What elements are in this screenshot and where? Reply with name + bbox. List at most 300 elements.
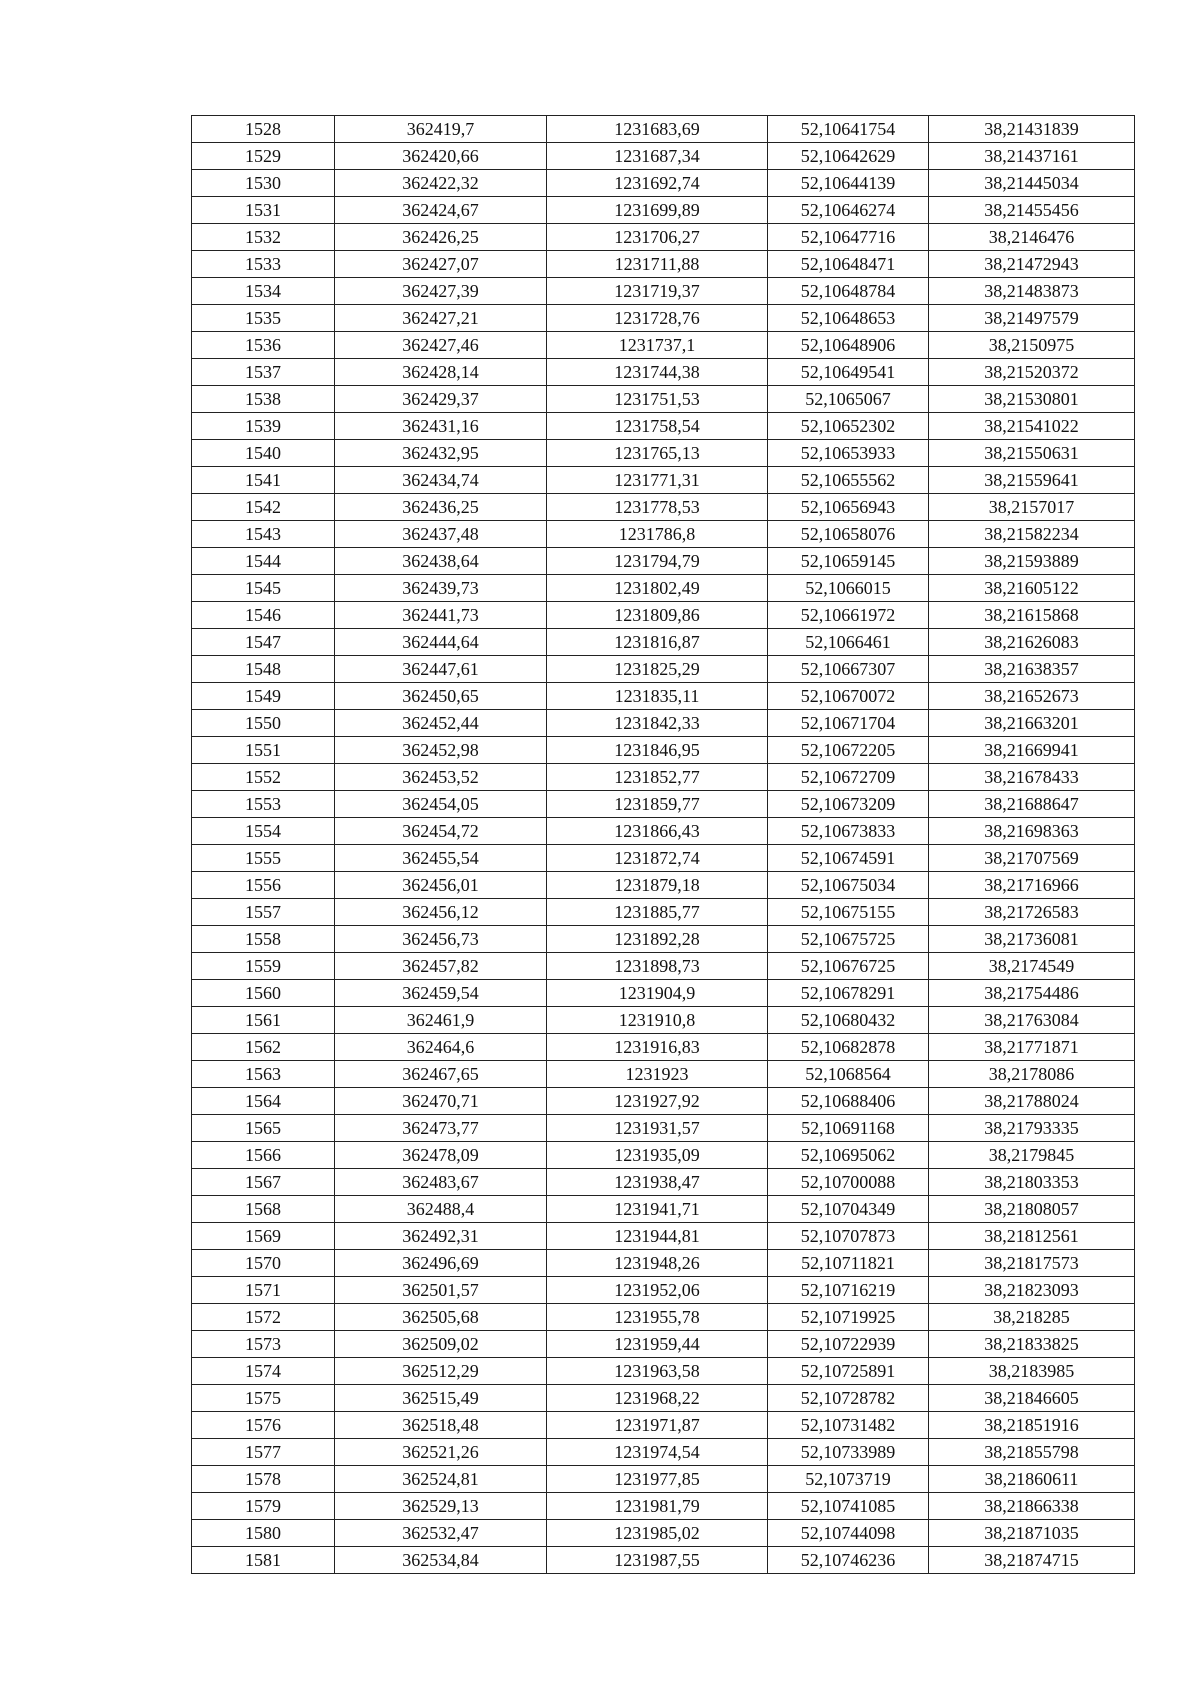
latitude-cell: 52,10676725 <box>768 953 929 980</box>
x-coordinate-cell: 362427,07 <box>335 251 547 278</box>
longitude-cell: 38,21707569 <box>929 845 1135 872</box>
y-coordinate-cell: 1231825,29 <box>547 656 768 683</box>
table-row <box>192 683 1135 710</box>
table-row <box>192 143 1135 170</box>
longitude-cell: 38,21698363 <box>929 818 1135 845</box>
x-coordinate-cell: 362456,12 <box>335 899 547 926</box>
table-row <box>192 332 1135 359</box>
point-number-cell: 1572 <box>192 1304 335 1331</box>
longitude-cell: 38,21550631 <box>929 440 1135 467</box>
point-number-cell: 1531 <box>192 197 335 224</box>
x-coordinate-cell: 362428,14 <box>335 359 547 386</box>
x-coordinate-cell: 362467,65 <box>335 1061 547 1088</box>
latitude-cell: 52,10656943 <box>768 494 929 521</box>
latitude-cell: 52,10644139 <box>768 170 929 197</box>
y-coordinate-cell: 1231816,87 <box>547 629 768 656</box>
table-row <box>192 656 1135 683</box>
y-coordinate-cell: 1231892,28 <box>547 926 768 953</box>
x-coordinate-cell: 362426,25 <box>335 224 547 251</box>
longitude-cell: 38,21817573 <box>929 1250 1135 1277</box>
table-row <box>192 1466 1135 1493</box>
table-row <box>192 1223 1135 1250</box>
table-row <box>192 1061 1135 1088</box>
point-number-cell: 1541 <box>192 467 335 494</box>
y-coordinate-cell: 1231974,54 <box>547 1439 768 1466</box>
table-row <box>192 737 1135 764</box>
y-coordinate-cell: 1231771,31 <box>547 467 768 494</box>
latitude-cell: 52,10704349 <box>768 1196 929 1223</box>
latitude-cell: 52,10673209 <box>768 791 929 818</box>
table-row <box>192 1493 1135 1520</box>
y-coordinate-cell: 1231683,69 <box>547 116 768 143</box>
longitude-cell: 38,21874715 <box>929 1547 1135 1574</box>
y-coordinate-cell: 1231898,73 <box>547 953 768 980</box>
table-row <box>192 899 1135 926</box>
table-row <box>192 1007 1135 1034</box>
point-number-cell: 1571 <box>192 1277 335 1304</box>
y-coordinate-cell: 1231687,34 <box>547 143 768 170</box>
longitude-cell: 38,21871035 <box>929 1520 1135 1547</box>
longitude-cell: 38,21559641 <box>929 467 1135 494</box>
longitude-cell: 38,21669941 <box>929 737 1135 764</box>
latitude-cell: 52,10682878 <box>768 1034 929 1061</box>
x-coordinate-cell: 362420,66 <box>335 143 547 170</box>
x-coordinate-cell: 362441,73 <box>335 602 547 629</box>
point-number-cell: 1570 <box>192 1250 335 1277</box>
x-coordinate-cell: 362521,26 <box>335 1439 547 1466</box>
latitude-cell: 52,10695062 <box>768 1142 929 1169</box>
y-coordinate-cell: 1231866,43 <box>547 818 768 845</box>
table-row <box>192 386 1135 413</box>
latitude-cell: 52,10719925 <box>768 1304 929 1331</box>
point-number-cell: 1536 <box>192 332 335 359</box>
latitude-cell: 52,1065067 <box>768 386 929 413</box>
x-coordinate-cell: 362419,7 <box>335 116 547 143</box>
latitude-cell: 52,10680432 <box>768 1007 929 1034</box>
point-number-cell: 1532 <box>192 224 335 251</box>
point-number-cell: 1568 <box>192 1196 335 1223</box>
latitude-cell: 52,10746236 <box>768 1547 929 1574</box>
longitude-cell: 38,21497579 <box>929 305 1135 332</box>
latitude-cell: 52,10652302 <box>768 413 929 440</box>
table-row <box>192 116 1135 143</box>
latitude-cell: 52,10648906 <box>768 332 929 359</box>
table-row <box>192 1277 1135 1304</box>
longitude-cell: 38,218285 <box>929 1304 1135 1331</box>
y-coordinate-cell: 1231879,18 <box>547 872 768 899</box>
x-coordinate-cell: 362454,72 <box>335 818 547 845</box>
longitude-cell: 38,21593889 <box>929 548 1135 575</box>
point-number-cell: 1558 <box>192 926 335 953</box>
longitude-cell: 38,21736081 <box>929 926 1135 953</box>
longitude-cell: 38,2146476 <box>929 224 1135 251</box>
table-row <box>192 251 1135 278</box>
latitude-cell: 52,10733989 <box>768 1439 929 1466</box>
point-number-cell: 1560 <box>192 980 335 1007</box>
x-coordinate-cell: 362524,81 <box>335 1466 547 1493</box>
latitude-cell: 52,10675725 <box>768 926 929 953</box>
point-number-cell: 1563 <box>192 1061 335 1088</box>
y-coordinate-cell: 1231852,77 <box>547 764 768 791</box>
x-coordinate-cell: 362461,9 <box>335 1007 547 1034</box>
point-number-cell: 1542 <box>192 494 335 521</box>
x-coordinate-cell: 362518,48 <box>335 1412 547 1439</box>
latitude-cell: 52,10711821 <box>768 1250 929 1277</box>
table-row <box>192 278 1135 305</box>
table-row <box>192 629 1135 656</box>
point-number-cell: 1545 <box>192 575 335 602</box>
y-coordinate-cell: 1231842,33 <box>547 710 768 737</box>
point-number-cell: 1539 <box>192 413 335 440</box>
point-number-cell: 1544 <box>192 548 335 575</box>
table-row <box>192 1196 1135 1223</box>
latitude-cell: 52,10728782 <box>768 1385 929 1412</box>
longitude-cell: 38,2174549 <box>929 953 1135 980</box>
x-coordinate-cell: 362492,31 <box>335 1223 547 1250</box>
table-row <box>192 1034 1135 1061</box>
longitude-cell: 38,21615868 <box>929 602 1135 629</box>
y-coordinate-cell: 1231923 <box>547 1061 768 1088</box>
longitude-cell: 38,2179845 <box>929 1142 1135 1169</box>
x-coordinate-cell: 362427,46 <box>335 332 547 359</box>
table-row <box>192 197 1135 224</box>
table-row <box>192 1250 1135 1277</box>
x-coordinate-cell: 362501,57 <box>335 1277 547 1304</box>
point-number-cell: 1576 <box>192 1412 335 1439</box>
point-number-cell: 1538 <box>192 386 335 413</box>
longitude-cell: 38,21726583 <box>929 899 1135 926</box>
longitude-cell: 38,21520372 <box>929 359 1135 386</box>
point-number-cell: 1556 <box>192 872 335 899</box>
point-number-cell: 1577 <box>192 1439 335 1466</box>
latitude-cell: 52,10716219 <box>768 1277 929 1304</box>
point-number-cell: 1579 <box>192 1493 335 1520</box>
longitude-cell: 38,21808057 <box>929 1196 1135 1223</box>
x-coordinate-cell: 362456,73 <box>335 926 547 953</box>
latitude-cell: 52,1066461 <box>768 629 929 656</box>
coordinates-table <box>191 115 1135 1574</box>
y-coordinate-cell: 1231765,13 <box>547 440 768 467</box>
latitude-cell: 52,10700088 <box>768 1169 929 1196</box>
table-row <box>192 818 1135 845</box>
x-coordinate-cell: 362434,74 <box>335 467 547 494</box>
point-number-cell: 1564 <box>192 1088 335 1115</box>
x-coordinate-cell: 362438,64 <box>335 548 547 575</box>
y-coordinate-cell: 1231751,53 <box>547 386 768 413</box>
point-number-cell: 1569 <box>192 1223 335 1250</box>
table-row <box>192 926 1135 953</box>
y-coordinate-cell: 1231952,06 <box>547 1277 768 1304</box>
point-number-cell: 1548 <box>192 656 335 683</box>
point-number-cell: 1540 <box>192 440 335 467</box>
longitude-cell: 38,2157017 <box>929 494 1135 521</box>
point-number-cell: 1533 <box>192 251 335 278</box>
latitude-cell: 52,10648784 <box>768 278 929 305</box>
longitude-cell: 38,21688647 <box>929 791 1135 818</box>
y-coordinate-cell: 1231794,79 <box>547 548 768 575</box>
point-number-cell: 1578 <box>192 1466 335 1493</box>
y-coordinate-cell: 1231859,77 <box>547 791 768 818</box>
point-number-cell: 1530 <box>192 170 335 197</box>
latitude-cell: 52,10646274 <box>768 197 929 224</box>
point-number-cell: 1559 <box>192 953 335 980</box>
latitude-cell: 52,10675034 <box>768 872 929 899</box>
point-number-cell: 1581 <box>192 1547 335 1574</box>
y-coordinate-cell: 1231935,09 <box>547 1142 768 1169</box>
point-number-cell: 1547 <box>192 629 335 656</box>
longitude-cell: 38,21866338 <box>929 1493 1135 1520</box>
x-coordinate-cell: 362450,65 <box>335 683 547 710</box>
table-row <box>192 1169 1135 1196</box>
latitude-cell: 52,10744098 <box>768 1520 929 1547</box>
latitude-cell: 52,10672709 <box>768 764 929 791</box>
longitude-cell: 38,21763084 <box>929 1007 1135 1034</box>
y-coordinate-cell: 1231737,1 <box>547 332 768 359</box>
latitude-cell: 52,10658076 <box>768 521 929 548</box>
table-row <box>192 467 1135 494</box>
table-row <box>192 494 1135 521</box>
longitude-cell: 38,2183985 <box>929 1358 1135 1385</box>
y-coordinate-cell: 1231931,57 <box>547 1115 768 1142</box>
table-row <box>192 710 1135 737</box>
latitude-cell: 52,10661972 <box>768 602 929 629</box>
longitude-cell: 38,21472943 <box>929 251 1135 278</box>
point-number-cell: 1551 <box>192 737 335 764</box>
latitude-cell: 52,1068564 <box>768 1061 929 1088</box>
x-coordinate-cell: 362424,67 <box>335 197 547 224</box>
point-number-cell: 1555 <box>192 845 335 872</box>
point-number-cell: 1529 <box>192 143 335 170</box>
longitude-cell: 38,21754486 <box>929 980 1135 1007</box>
longitude-cell: 38,21855798 <box>929 1439 1135 1466</box>
latitude-cell: 52,10667307 <box>768 656 929 683</box>
point-number-cell: 1546 <box>192 602 335 629</box>
point-number-cell: 1575 <box>192 1385 335 1412</box>
point-number-cell: 1543 <box>192 521 335 548</box>
y-coordinate-cell: 1231968,22 <box>547 1385 768 1412</box>
y-coordinate-cell: 1231846,95 <box>547 737 768 764</box>
table-row <box>192 791 1135 818</box>
x-coordinate-cell: 362431,16 <box>335 413 547 440</box>
table-row <box>192 1304 1135 1331</box>
y-coordinate-cell: 1231728,76 <box>547 305 768 332</box>
longitude-cell: 38,2178086 <box>929 1061 1135 1088</box>
table-row <box>192 1439 1135 1466</box>
table-row <box>192 1142 1135 1169</box>
y-coordinate-cell: 1231758,54 <box>547 413 768 440</box>
table-row <box>192 845 1135 872</box>
x-coordinate-cell: 362432,95 <box>335 440 547 467</box>
y-coordinate-cell: 1231910,8 <box>547 1007 768 1034</box>
y-coordinate-cell: 1231904,9 <box>547 980 768 1007</box>
point-number-cell: 1535 <box>192 305 335 332</box>
longitude-cell: 38,21771871 <box>929 1034 1135 1061</box>
y-coordinate-cell: 1231809,86 <box>547 602 768 629</box>
y-coordinate-cell: 1231944,81 <box>547 1223 768 1250</box>
x-coordinate-cell: 362512,29 <box>335 1358 547 1385</box>
table-row <box>192 1331 1135 1358</box>
x-coordinate-cell: 362454,05 <box>335 791 547 818</box>
longitude-cell: 38,21483873 <box>929 278 1135 305</box>
x-coordinate-cell: 362496,69 <box>335 1250 547 1277</box>
x-coordinate-cell: 362456,01 <box>335 872 547 899</box>
y-coordinate-cell: 1231778,53 <box>547 494 768 521</box>
x-coordinate-cell: 362464,6 <box>335 1034 547 1061</box>
longitude-cell: 38,21582234 <box>929 521 1135 548</box>
x-coordinate-cell: 362452,44 <box>335 710 547 737</box>
longitude-cell: 38,21437161 <box>929 143 1135 170</box>
y-coordinate-cell: 1231699,89 <box>547 197 768 224</box>
x-coordinate-cell: 362455,54 <box>335 845 547 872</box>
y-coordinate-cell: 1231955,78 <box>547 1304 768 1331</box>
x-coordinate-cell: 362483,67 <box>335 1169 547 1196</box>
y-coordinate-cell: 1231985,02 <box>547 1520 768 1547</box>
table-row <box>192 1358 1135 1385</box>
latitude-cell: 52,10688406 <box>768 1088 929 1115</box>
point-number-cell: 1574 <box>192 1358 335 1385</box>
point-number-cell: 1580 <box>192 1520 335 1547</box>
point-number-cell: 1557 <box>192 899 335 926</box>
y-coordinate-cell: 1231872,74 <box>547 845 768 872</box>
latitude-cell: 52,10655562 <box>768 467 929 494</box>
longitude-cell: 38,21793335 <box>929 1115 1135 1142</box>
x-coordinate-cell: 362478,09 <box>335 1142 547 1169</box>
y-coordinate-cell: 1231744,38 <box>547 359 768 386</box>
y-coordinate-cell: 1231692,74 <box>547 170 768 197</box>
y-coordinate-cell: 1231885,77 <box>547 899 768 926</box>
point-number-cell: 1534 <box>192 278 335 305</box>
longitude-cell: 38,21716966 <box>929 872 1135 899</box>
table-row <box>192 602 1135 629</box>
x-coordinate-cell: 362534,84 <box>335 1547 547 1574</box>
point-number-cell: 1573 <box>192 1331 335 1358</box>
x-coordinate-cell: 362452,98 <box>335 737 547 764</box>
y-coordinate-cell: 1231786,8 <box>547 521 768 548</box>
latitude-cell: 52,10648471 <box>768 251 929 278</box>
longitude-cell: 38,21431839 <box>929 116 1135 143</box>
latitude-cell: 52,10673833 <box>768 818 929 845</box>
latitude-cell: 52,10649541 <box>768 359 929 386</box>
table-row <box>192 575 1135 602</box>
x-coordinate-cell: 362436,25 <box>335 494 547 521</box>
coordinates-table-body <box>192 116 1135 1574</box>
table-row <box>192 980 1135 1007</box>
x-coordinate-cell: 362453,52 <box>335 764 547 791</box>
longitude-cell: 38,21860611 <box>929 1466 1135 1493</box>
latitude-cell: 52,10641754 <box>768 116 929 143</box>
y-coordinate-cell: 1231977,85 <box>547 1466 768 1493</box>
x-coordinate-cell: 362422,32 <box>335 170 547 197</box>
table-row <box>192 1088 1135 1115</box>
longitude-cell: 38,21803353 <box>929 1169 1135 1196</box>
x-coordinate-cell: 362515,49 <box>335 1385 547 1412</box>
point-number-cell: 1528 <box>192 116 335 143</box>
y-coordinate-cell: 1231948,26 <box>547 1250 768 1277</box>
table-row <box>192 170 1135 197</box>
point-number-cell: 1549 <box>192 683 335 710</box>
table-row <box>192 1385 1135 1412</box>
x-coordinate-cell: 362427,21 <box>335 305 547 332</box>
longitude-cell: 38,21541022 <box>929 413 1135 440</box>
latitude-cell: 52,10670072 <box>768 683 929 710</box>
latitude-cell: 52,1073719 <box>768 1466 929 1493</box>
latitude-cell: 52,10648653 <box>768 305 929 332</box>
table-row <box>192 359 1135 386</box>
latitude-cell: 52,10678291 <box>768 980 929 1007</box>
table-row <box>192 953 1135 980</box>
y-coordinate-cell: 1231987,55 <box>547 1547 768 1574</box>
point-number-cell: 1553 <box>192 791 335 818</box>
y-coordinate-cell: 1231719,37 <box>547 278 768 305</box>
x-coordinate-cell: 362429,37 <box>335 386 547 413</box>
table-row <box>192 1547 1135 1574</box>
y-coordinate-cell: 1231835,11 <box>547 683 768 710</box>
point-number-cell: 1554 <box>192 818 335 845</box>
y-coordinate-cell: 1231941,71 <box>547 1196 768 1223</box>
longitude-cell: 38,2150975 <box>929 332 1135 359</box>
longitude-cell: 38,21445034 <box>929 170 1135 197</box>
table-row <box>192 521 1135 548</box>
latitude-cell: 52,10722939 <box>768 1331 929 1358</box>
latitude-cell: 52,10675155 <box>768 899 929 926</box>
y-coordinate-cell: 1231963,58 <box>547 1358 768 1385</box>
y-coordinate-cell: 1231959,44 <box>547 1331 768 1358</box>
y-coordinate-cell: 1231971,87 <box>547 1412 768 1439</box>
table-row <box>192 1115 1135 1142</box>
latitude-cell: 52,10647716 <box>768 224 929 251</box>
table-row <box>192 1412 1135 1439</box>
latitude-cell: 52,10691168 <box>768 1115 929 1142</box>
longitude-cell: 38,21530801 <box>929 386 1135 413</box>
y-coordinate-cell: 1231981,79 <box>547 1493 768 1520</box>
latitude-cell: 52,10642629 <box>768 143 929 170</box>
point-number-cell: 1552 <box>192 764 335 791</box>
latitude-cell: 52,10731482 <box>768 1412 929 1439</box>
longitude-cell: 38,21788024 <box>929 1088 1135 1115</box>
x-coordinate-cell: 362509,02 <box>335 1331 547 1358</box>
point-number-cell: 1562 <box>192 1034 335 1061</box>
point-number-cell: 1565 <box>192 1115 335 1142</box>
longitude-cell: 38,21605122 <box>929 575 1135 602</box>
latitude-cell: 52,10671704 <box>768 710 929 737</box>
point-number-cell: 1537 <box>192 359 335 386</box>
table-row <box>192 1520 1135 1547</box>
y-coordinate-cell: 1231916,83 <box>547 1034 768 1061</box>
y-coordinate-cell: 1231802,49 <box>547 575 768 602</box>
latitude-cell: 52,10672205 <box>768 737 929 764</box>
table-row <box>192 872 1135 899</box>
latitude-cell: 52,10653933 <box>768 440 929 467</box>
latitude-cell: 52,10659145 <box>768 548 929 575</box>
longitude-cell: 38,21823093 <box>929 1277 1135 1304</box>
longitude-cell: 38,21812561 <box>929 1223 1135 1250</box>
x-coordinate-cell: 362529,13 <box>335 1493 547 1520</box>
longitude-cell: 38,21678433 <box>929 764 1135 791</box>
x-coordinate-cell: 362473,77 <box>335 1115 547 1142</box>
table-row <box>192 224 1135 251</box>
table-row <box>192 440 1135 467</box>
longitude-cell: 38,21833825 <box>929 1331 1135 1358</box>
longitude-cell: 38,21638357 <box>929 656 1135 683</box>
table-row <box>192 305 1135 332</box>
x-coordinate-cell: 362444,64 <box>335 629 547 656</box>
longitude-cell: 38,21652673 <box>929 683 1135 710</box>
y-coordinate-cell: 1231938,47 <box>547 1169 768 1196</box>
longitude-cell: 38,21663201 <box>929 710 1135 737</box>
point-number-cell: 1567 <box>192 1169 335 1196</box>
x-coordinate-cell: 362439,73 <box>335 575 547 602</box>
y-coordinate-cell: 1231706,27 <box>547 224 768 251</box>
